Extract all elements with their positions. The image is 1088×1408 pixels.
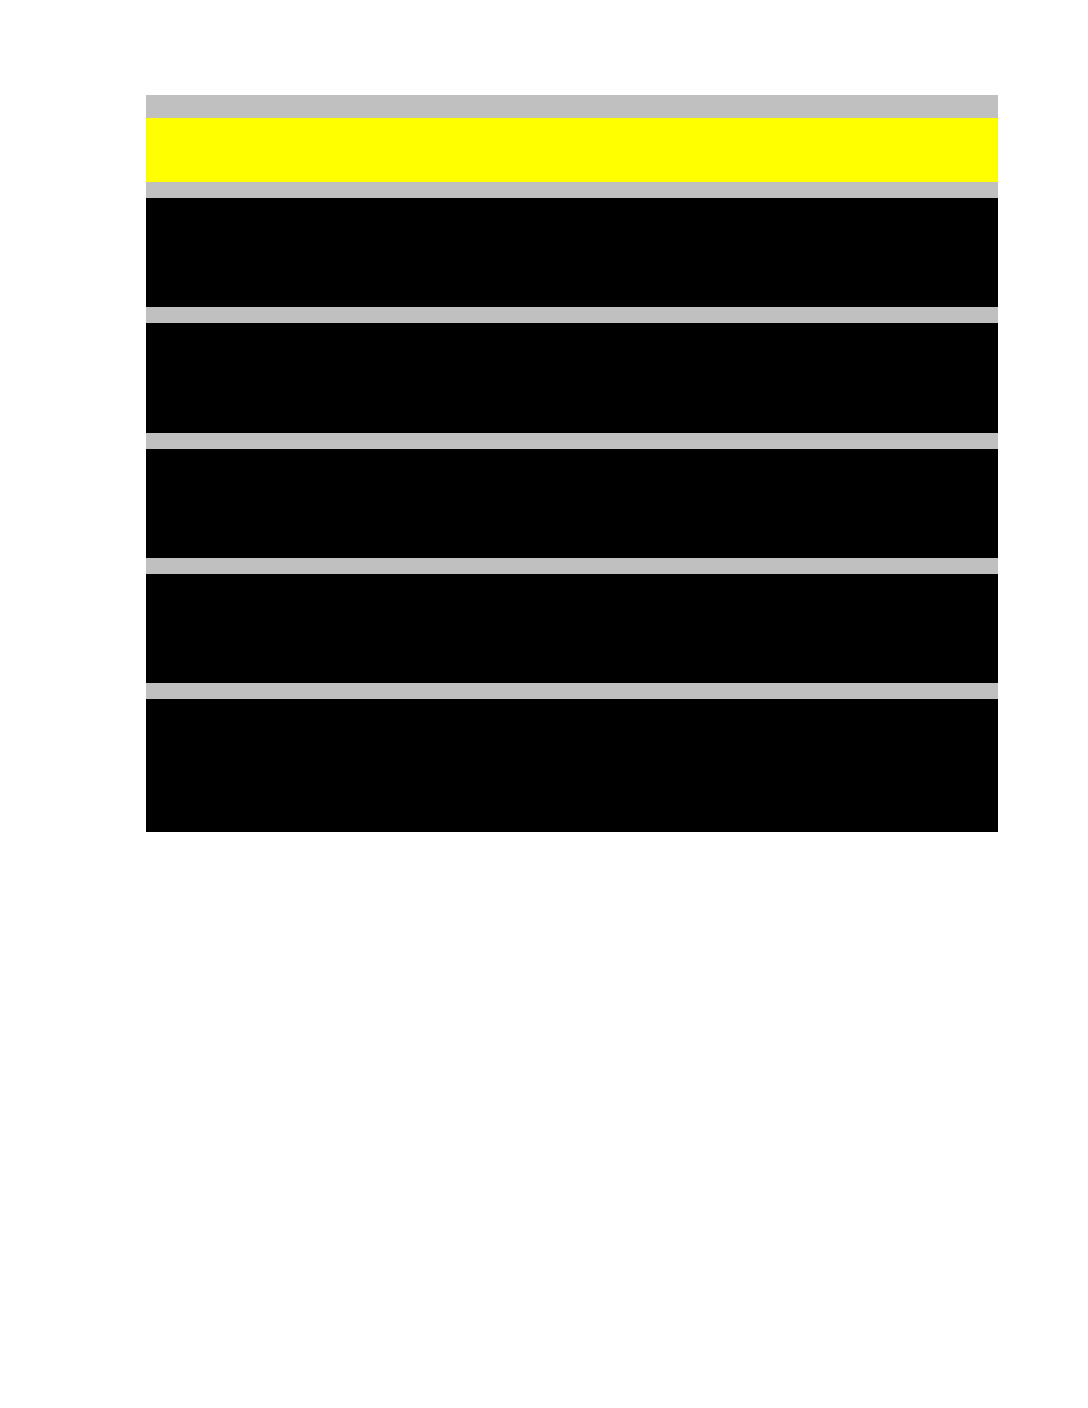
separator-cell [254,182,362,200]
page-title [146,95,998,120]
separator-cell [254,558,362,576]
separator-cell [785,182,893,200]
field-header-crosley [679,118,787,184]
separator-cell [146,433,256,451]
separator-cell [572,683,681,701]
separator-cell [466,307,574,325]
separator-cell [466,433,574,451]
separator-cell [785,307,893,325]
separator-cell [146,182,256,200]
separator-cell [360,307,468,325]
separator-cell [146,683,256,701]
separator-cell [785,558,893,576]
field-header-ebbets [572,118,681,184]
separator-cell [891,433,998,451]
separator-cell [360,683,468,701]
separator-cell [679,433,787,451]
separator-cell [785,433,893,451]
field-header-polo [360,118,468,184]
separator-cell [572,433,681,451]
separator-cell [146,558,256,576]
separator-cell [679,683,787,701]
separator-cell [360,182,468,200]
separator-cell [679,307,787,325]
separator-cell [572,558,681,576]
separator-cell [466,558,574,576]
field-header-fenway [254,118,362,184]
field-header-yankee [146,118,256,184]
separator-cell [466,683,574,701]
separator-cell [679,558,787,576]
schedule-grid [146,95,998,832]
separator-cell [466,182,574,200]
separator-cell [679,182,787,200]
separator-cell [891,683,998,701]
separator-cell [891,558,998,576]
separator-cell [572,182,681,200]
separator-cell [572,307,681,325]
field-header-wrigley [891,118,998,184]
field-header-rangers [466,118,574,184]
separator-cell [254,683,362,701]
separator-cell [785,683,893,701]
separator-cell [891,182,998,200]
separator-cell [254,307,362,325]
separator-cell [360,558,468,576]
field-header-sportsmans [785,118,893,184]
separator-cell [254,433,362,451]
separator-cell [891,307,998,325]
separator-cell [360,433,468,451]
separator-cell [146,307,256,325]
